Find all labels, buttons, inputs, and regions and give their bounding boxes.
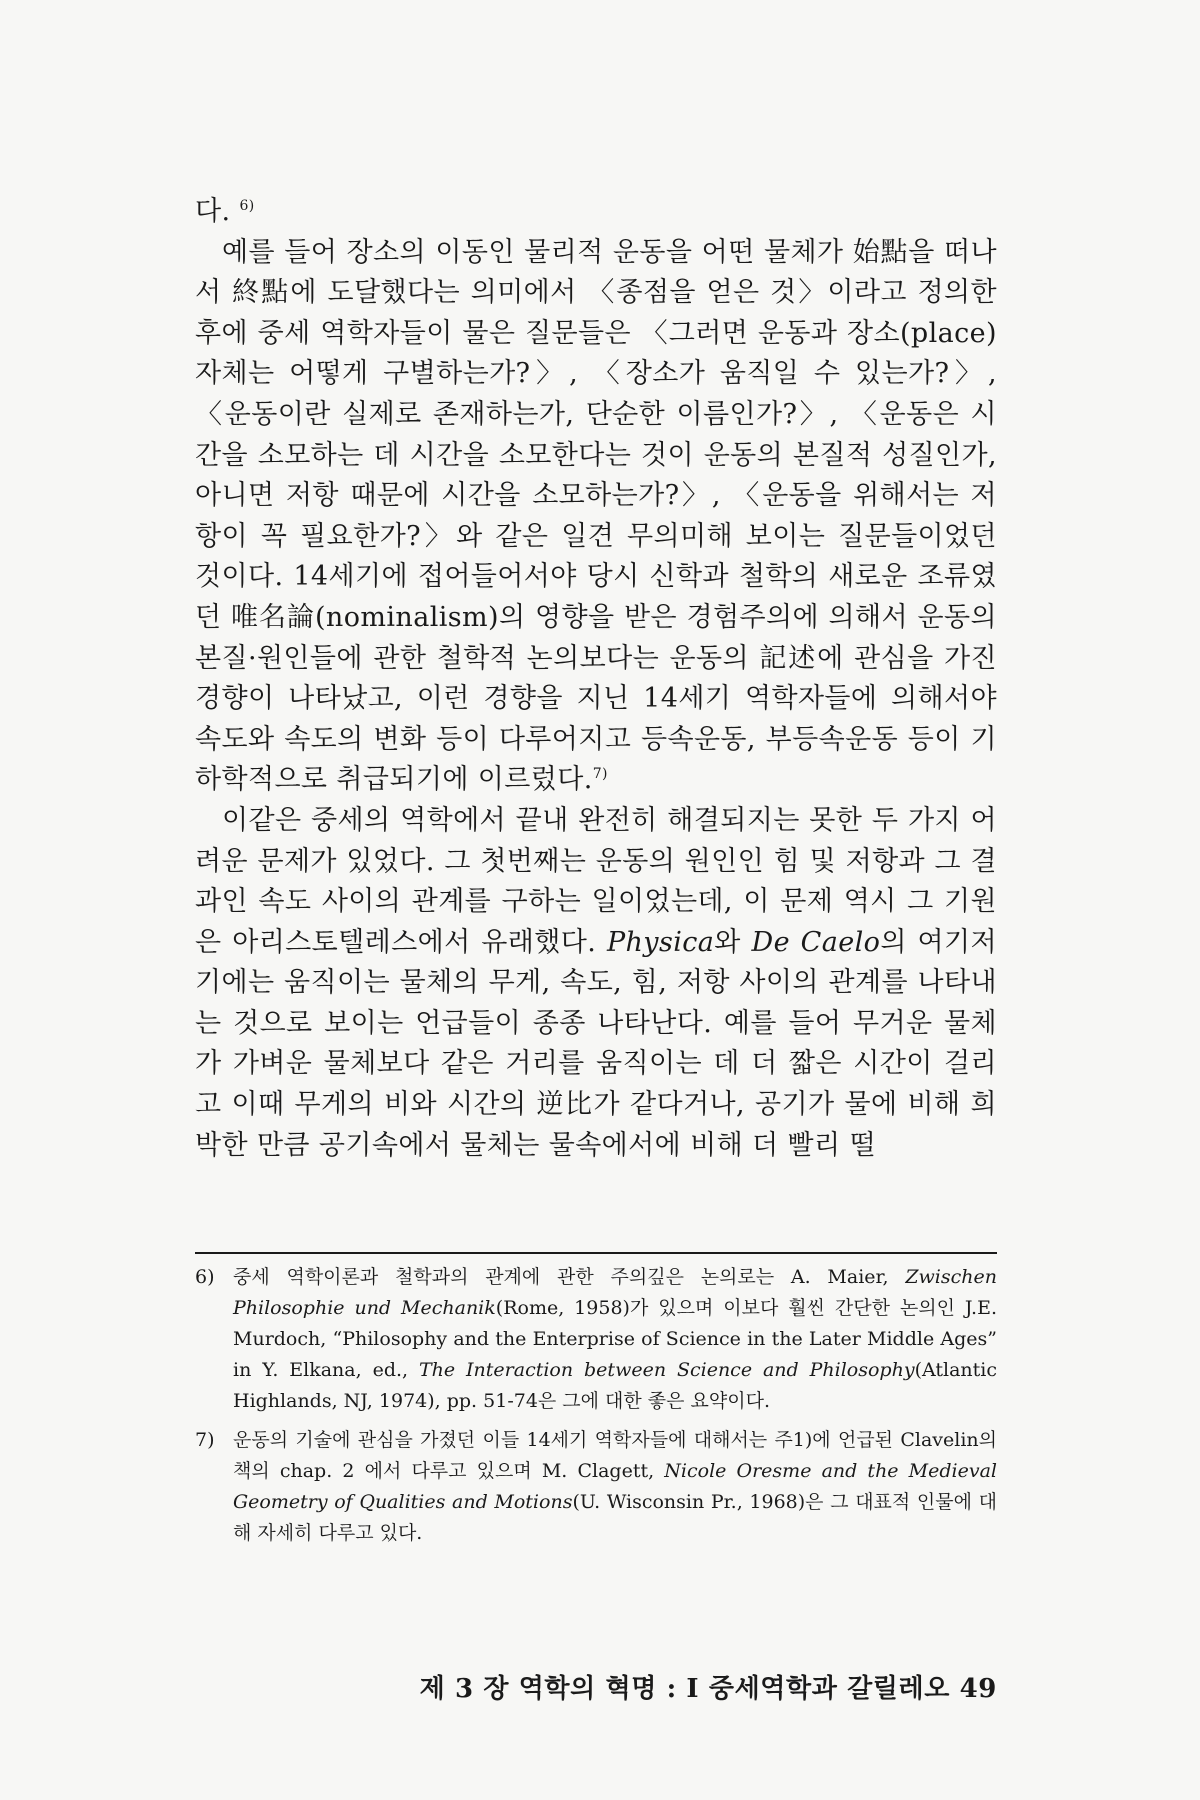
paragraph-2-text-b: 와: [714, 926, 752, 958]
paragraph-2-text-c: 의 여기저기에는 움직이는 물체의 무게, 속도, 힘, 저항 사이의 관계를 나타내는 것으로 보이는 언급들이 종종 나타난다. 예를 들어 무거운 물체가 가벼운 물체보다 같은 거리를 움직이는 데 더 짧은 시간이 걸리고 이때 무게의 비와 시간의 逆比가 같다거나, 공기가 물에 비해 희박한 만큼 공기속에서 물체는 물속에서에 비해 더 빨리 떨: [195, 926, 997, 1161]
footnote-6: [195, 1262, 997, 1417]
footnote-7-text-a: 운동의 기술에 관심을 가졌던 이들 14세기 역학자들에 대해서는 주1)에 언급된 Clavelin의 책의 chap. 2 에서 다루고 있으며 M. Clagett,: [233, 1429, 997, 1482]
page-number: 49: [959, 1674, 997, 1704]
paragraph-1-text: 예를 들어 장소의 이동인 물리적 운동을 어떤 물체가 始點을 떠나서 終點에 도달했다는 의미에서 〈종점을 얻은 것〉이라고 정의한 후에 중세 역학자들이 물은 질문들은 〈그러면 운동과 장소(place) 자체는 어떻게 구별하는가?〉, 〈장소가 움직일 수 있는가?〉, 〈운동이란 실제로 존재하는가, 단순한 이름인가?〉, 〈운동은 시간을 소모하는 데 시간을 소모한다는 것이 운동의 본질적 성질인가, 아니면 저항 때문에 시간을 소모하는가?〉, 〈운동을 위해서는 저항이 꼭 필요한가?〉와 같은 일견 무의미해 보이는 질문들이었던 것이다. 14세기에 접어들어서야 당시 신학과 철학의 새로운 조류였던 唯名論(nominalism)의 영향을 받은 경험주의에 의해서 운동의 본질·원인들에 관한 철학적 논의보다는 운동의 記述에 관심을 가진 경향이 나타났고, 이런 경향을 지닌 14세기 역학자들에 의해서야 속도와 속도의 변화 등이 다루어지고 등속운동, 부등속운동 등이 기하학적으로 취급되기에 이르렀다.: [195, 236, 997, 796]
footnote-text: [233, 1425, 997, 1549]
de-caelo-title: De Caelo: [751, 926, 881, 958]
footnote-6-text-b: (Rome, 1958)가 있으며 이보다 훨씬 간단한 논의인 J.E. Murdoch, “Philosophy and the Enterprise of Science in the Later Middle Ages” in Y. Elkana, ed.,: [233, 1297, 997, 1381]
footnote-6-text-a: 중세 역학이론과 철학과의 관계에 관한 주의깊은 논의로는 A. Maier,: [233, 1266, 906, 1288]
intro-text: 다.: [195, 196, 231, 227]
footnote-7-title-a: Nicole Oresme and the Medieval Geometry of Qualities and Motions: [233, 1460, 998, 1513]
chapter-title: 제 3 장 역학의 혁명 : I 중세역학과 갈릴레오: [419, 1674, 950, 1704]
paragraph-2-text-a: 이같은 중세의 역학에서 끝내 완전히 해결되지는 못한 두 가지 어려운 문제가 있었다. 그 첫번째는 운동의 원인인 힘 및 저항과 그 결과인 속도 사이의 관계를 구하는 일이었는데, 이 문제 역시 그 기원은 아리스토텔레스에서 유래했다.: [195, 804, 997, 958]
footnote-number: 7): [195, 1429, 215, 1451]
intro-line: [195, 192, 997, 233]
footnote-ref-7: 7): [592, 766, 608, 783]
page-footer: [410, 1668, 997, 1705]
footnote-7: [195, 1425, 997, 1549]
footnote-6-title-a: Zwischen Philosophie und Mechanik: [233, 1266, 997, 1319]
footnote-ref-6: 6): [239, 198, 255, 214]
paragraph-2: [195, 801, 997, 1166]
footnote-text: [233, 1262, 997, 1417]
physica-title: Physica: [606, 926, 715, 958]
footnotes-section: [195, 1262, 997, 1557]
footnote-6-title-b: The Interaction between Science and Philosophy: [418, 1359, 915, 1381]
main-body-text: [195, 192, 997, 1166]
footnote-7-text-b: (U. Wisconsin Pr., 1968)은 그 대표적 인물에 대해 자세히 다루고 있다.: [233, 1491, 997, 1544]
paragraph-1: [195, 233, 997, 801]
footnote-divider: [195, 1252, 997, 1254]
footnote-6-text-c: (Atlantic Highlands, NJ, 1974), pp. 51-74은 그에 대한 좋은 요약이다.: [233, 1359, 997, 1412]
footnote-number: 6): [195, 1266, 215, 1288]
